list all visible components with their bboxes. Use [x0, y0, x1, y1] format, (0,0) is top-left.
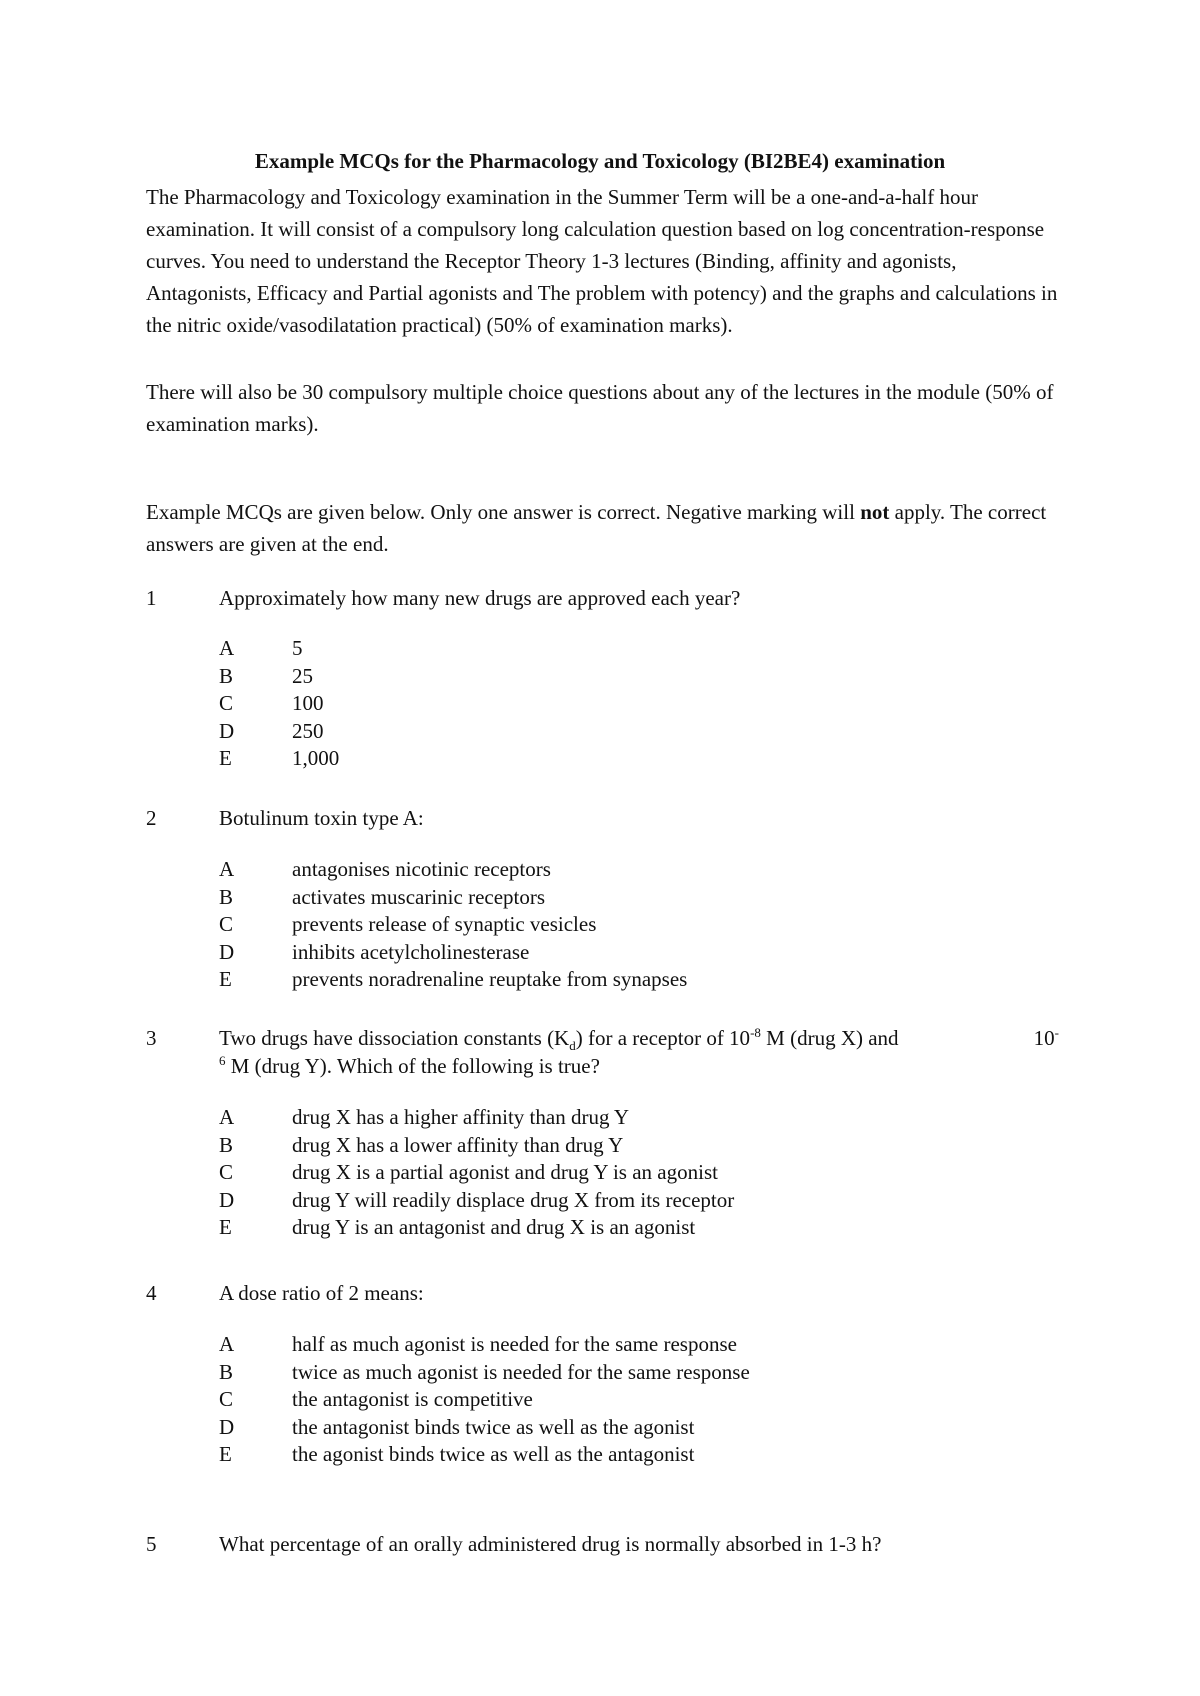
option-letter: E [219, 1442, 232, 1467]
option-letter: D [219, 718, 235, 743]
option-letter: A [219, 1105, 235, 1129]
option-letter: A [219, 636, 235, 660]
option [219, 1159, 1019, 1187]
option-text: 250 [292, 718, 324, 743]
question-4-options [219, 1331, 1019, 1469]
stem-text: M (drug Y). Which of the following is true? [225, 1054, 600, 1078]
stem-subscript: d [569, 1038, 576, 1054]
option-text: the agonist binds twice as well as the antagonist [292, 1442, 695, 1467]
option-letter: B [219, 663, 234, 688]
option [219, 745, 1019, 773]
stem-tail [1034, 1024, 1059, 1052]
question-stem: Approximately how many new drugs are approved each year? [219, 586, 741, 610]
option-letter: A [219, 1332, 235, 1356]
option-text: drug Y is an antagonist and drug X is an agonist [292, 1215, 696, 1240]
intro-paragraph-2: There will also be 30 compulsory multiple choice questions about any of the lectures in the module (50% of examination marks). [146, 380, 1054, 436]
option [219, 1187, 1019, 1215]
option [219, 1214, 1019, 1242]
question-number: 4 [146, 1281, 157, 1305]
option-letter: B [219, 884, 234, 909]
option-text: the antagonist is competitive [292, 1387, 533, 1412]
option-letter: D [219, 939, 235, 964]
intro-emphasis: not [860, 500, 890, 524]
option [219, 690, 1019, 718]
option-letter: B [219, 1132, 234, 1157]
page-title: Example MCQs for the Pharmacology and Toxicology (BI2BE4) examination [254, 149, 946, 173]
option-text: antagonises nicotinic receptors [292, 857, 551, 881]
option [219, 939, 1019, 967]
option-letter: C [219, 1160, 234, 1185]
option [219, 1104, 1019, 1132]
option [219, 1132, 1019, 1160]
question-stem: Botulinum toxin type A: [219, 806, 424, 830]
question-number: 5 [146, 1532, 157, 1556]
stem-text: 10 [1033, 1026, 1055, 1050]
option-letter: D [219, 1187, 235, 1212]
option [219, 635, 1019, 663]
stem-text: Two drugs have dissociation constants (K [219, 1026, 570, 1050]
option-text: drug X has a lower affinity than drug Y [292, 1132, 624, 1157]
option-text: prevents noradrenaline reuptake from synapses [292, 967, 688, 992]
option [219, 911, 1019, 939]
stem-superscript: 6 [219, 1053, 226, 1068]
question-stem [219, 1024, 1059, 1080]
question-number: 3 [146, 1026, 157, 1050]
option-text: drug X is a partial agonist and drug Y is an agonist [292, 1160, 718, 1185]
intro-text: apply. The correct answers are given at the end. [146, 500, 1047, 556]
option [219, 884, 1019, 912]
option-letter: B [219, 1359, 234, 1384]
option-letter: E [219, 1215, 232, 1240]
option-letter: E [219, 746, 232, 771]
option-letter: A [219, 857, 235, 881]
option-text: drug Y will readily displace drug X from its receptor [292, 1187, 735, 1212]
intro-paragraph-3 [146, 496, 1066, 560]
option-letter: C [219, 691, 234, 716]
option-text: half as much agonist is needed for the same response [292, 1332, 737, 1356]
option-text: twice as much agonist is needed for the same response [292, 1359, 750, 1384]
option-text: 100 [292, 691, 324, 716]
question-stem: What percentage of an orally administered drug is normally absorbed in 1-3 h? [219, 1532, 882, 1556]
stem-superscript: - [1054, 1025, 1059, 1040]
stem-text: M (drug X) and [760, 1026, 899, 1050]
question-1-options [219, 635, 1019, 773]
option [219, 1386, 1019, 1414]
option [219, 966, 1019, 994]
intro-text: Example MCQs are given below. Only one answer is correct. Negative marking will [146, 500, 861, 524]
question-3 [146, 1024, 1066, 1082]
option [219, 718, 1019, 746]
option-text: activates muscarinic receptors [292, 884, 546, 909]
option-text: 25 [292, 663, 313, 688]
option-letter: D [219, 1414, 235, 1439]
question-3-options [219, 1104, 1019, 1242]
intro-paragraph-1: The Pharmacology and Toxicology examination in the Summer Term will be a one-and-a-half hour examination. It will consist of a compulsory long calculation question based on log concentration-response curves. You need to understand the Receptor Theory 1-3 lectures (Binding, affinity and agonists, Antagonists, Efficacy and Partial agonists and The problem with potency) and the graphs and calculations in the nitric oxide/vasodilatation practical) (50% of examination marks). [146, 185, 1058, 337]
option [219, 1359, 1019, 1387]
option [219, 856, 1019, 884]
option-letter: C [219, 912, 234, 937]
option-text: 1,000 [292, 746, 340, 771]
option-letter: E [219, 967, 232, 992]
question-stem-line-1 [219, 1024, 1059, 1052]
option [219, 1441, 1019, 1469]
option [219, 663, 1019, 691]
option-text: the antagonist binds twice as well as the agonist [292, 1414, 695, 1439]
stem-text: ) for a receptor of 10 [575, 1026, 751, 1050]
stem-superscript: -8 [750, 1025, 761, 1040]
option-text: prevents release of synaptic vesicles [292, 912, 597, 937]
option [219, 1331, 1019, 1359]
question-stem-line-2 [219, 1052, 1059, 1080]
option-text: 5 [292, 636, 303, 660]
option [219, 1414, 1019, 1442]
question-number: 1 [146, 586, 157, 610]
option-letter: C [219, 1387, 234, 1412]
question-number: 2 [146, 806, 157, 830]
question-2-options [219, 856, 1019, 994]
question-stem: A dose ratio of 2 means: [219, 1281, 424, 1305]
option-text: drug X has a higher affinity than drug Y [292, 1105, 630, 1129]
option-text: inhibits acetylcholinesterase [292, 939, 530, 964]
